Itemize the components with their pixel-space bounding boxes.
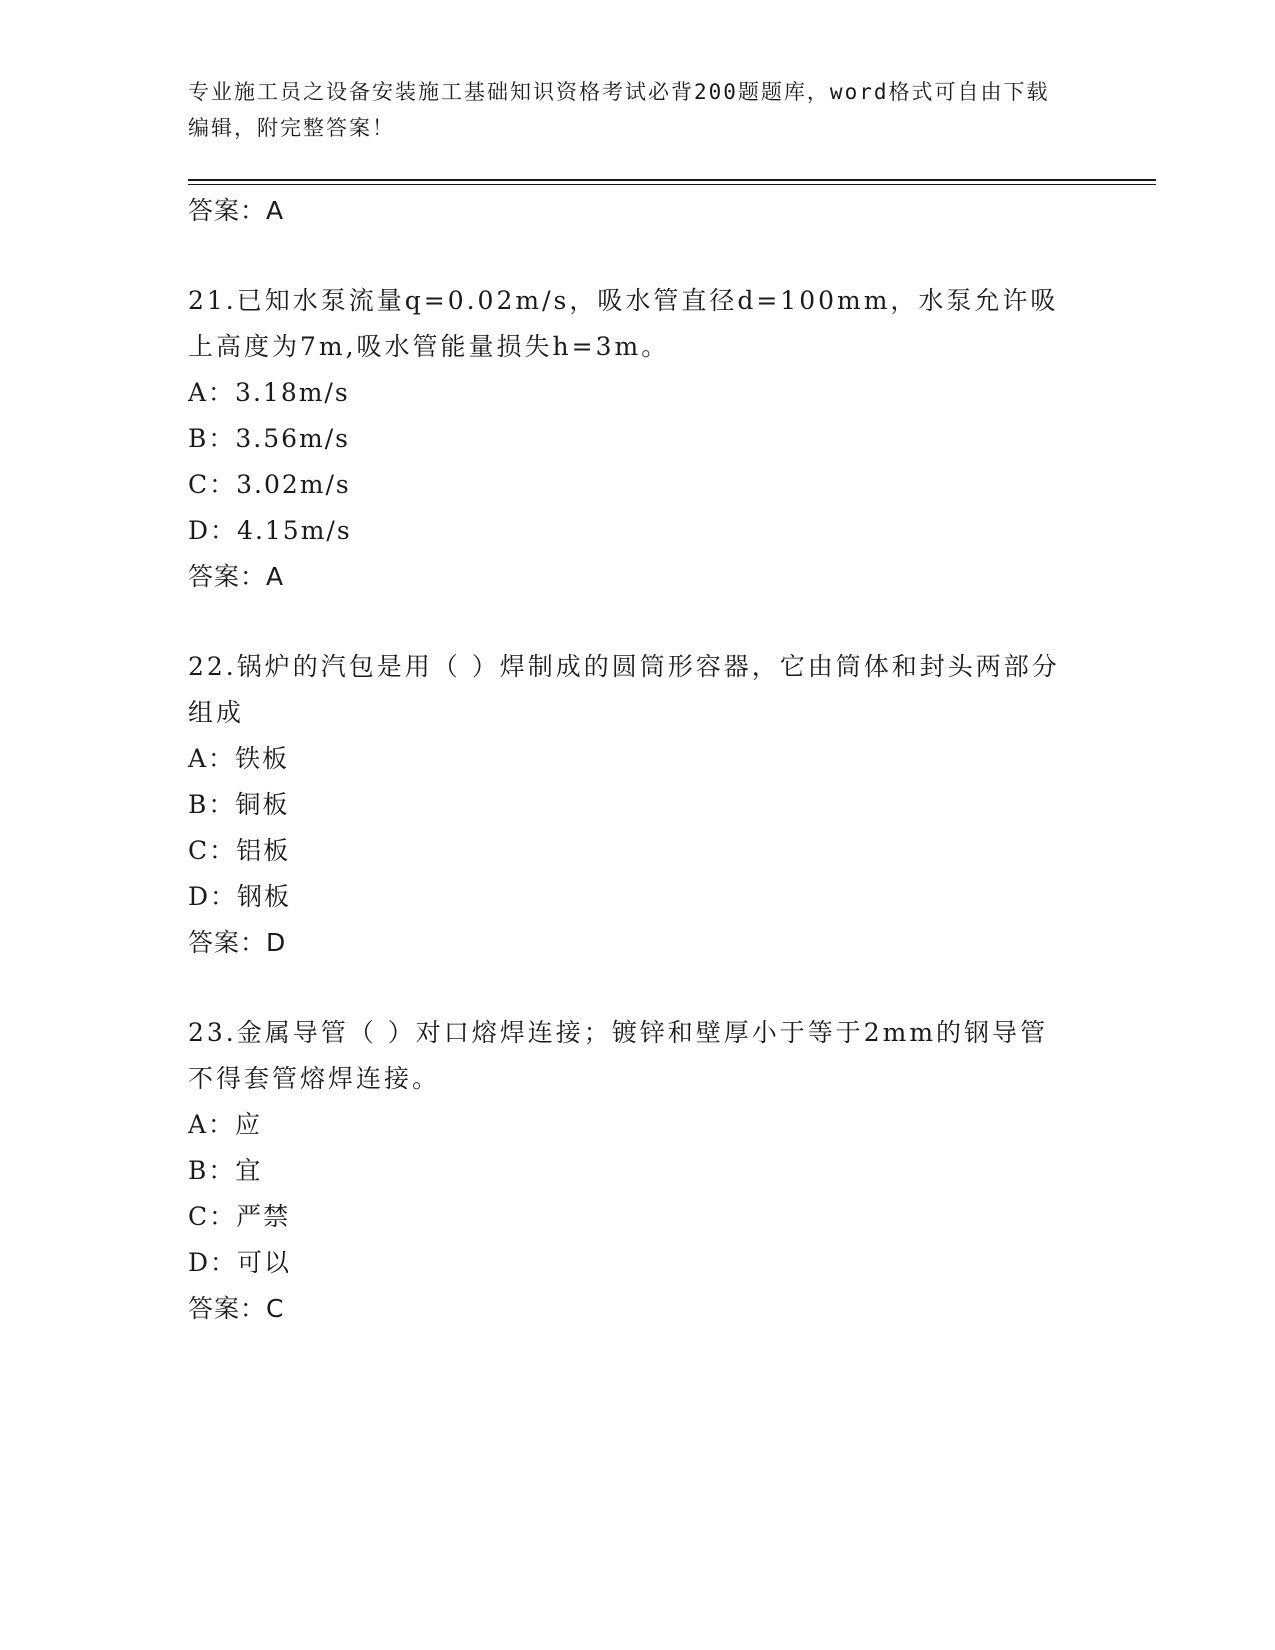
header-divider-thin xyxy=(188,184,1156,185)
answer-line: 答案：C xyxy=(188,1294,285,1323)
question-list xyxy=(188,188,1068,1332)
question-stem: 21.已知水泵流量q=0.02m/s，吸水管直径d=100mm，水泵允许吸上高度为7m,吸水管能量损失h=3m。 xyxy=(188,286,1059,361)
option-c: C：严禁 xyxy=(188,1202,291,1231)
option-c: C：铝板 xyxy=(188,836,291,865)
option-b: B：铜板 xyxy=(188,790,290,819)
option-a: A：3.18m/s xyxy=(188,378,350,407)
question-23 xyxy=(188,1010,1068,1332)
option-c: C：3.02m/s xyxy=(188,470,351,499)
option-b: B：宜 xyxy=(188,1156,263,1185)
answer-line: 答案：A xyxy=(188,562,285,591)
question-stem: 23.金属导管（ ）对口熔焊连接；镀锌和壁厚小于等于2mm的钢导管不得套管熔焊连接。 xyxy=(188,1018,1049,1093)
answer-line: 答案：D xyxy=(188,928,287,957)
option-b: B：3.56m/s xyxy=(188,424,350,453)
question-21 xyxy=(188,278,1068,600)
question-stem: 22.锅炉的汽包是用（ ）焊制成的圆筒形容器，它由筒体和封头两部分组成 xyxy=(188,652,1060,727)
previous-question-answer: 答案：A xyxy=(188,196,285,225)
header-divider-thick xyxy=(188,179,1156,181)
option-d: D：4.15m/s xyxy=(188,516,352,545)
option-d: D：可以 xyxy=(188,1248,292,1277)
option-a: A：应 xyxy=(188,1110,263,1139)
option-a: A：铁板 xyxy=(188,744,290,773)
option-d: D：钢板 xyxy=(188,882,292,911)
question-22 xyxy=(188,644,1068,966)
document-header: 专业施工员之设备安装施工基础知识资格考试必背200题题库，word格式可自由下载编辑，附完整答案！ xyxy=(188,80,1050,140)
